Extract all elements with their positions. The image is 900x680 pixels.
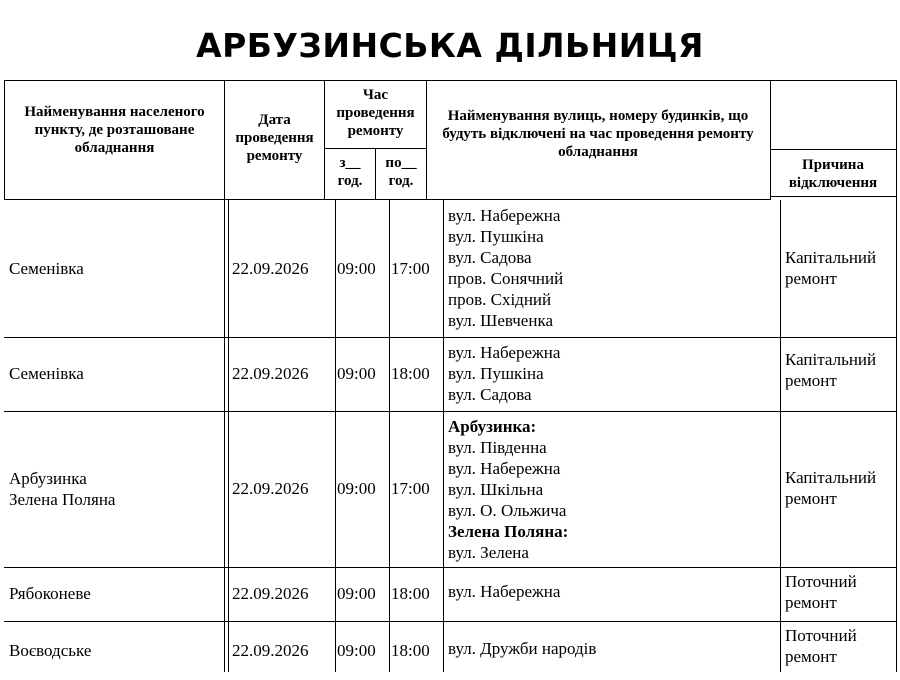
reason-cell bbox=[785, 625, 894, 679]
header-from: з__ год. bbox=[337, 155, 363, 189]
date-cell: 22.09.2026 bbox=[232, 584, 309, 603]
header-streets: Найменування вулиць, номеру будинків, що будуть відключені на час проведення ремонту обладнання bbox=[442, 108, 754, 160]
street-item: вул. Пушкіна bbox=[448, 364, 544, 383]
reason-line: Поточний bbox=[785, 572, 857, 591]
date-cell: 22.09.2026 bbox=[232, 364, 309, 383]
streets-settlement-heading: Зелена Поляна: bbox=[448, 522, 569, 541]
reason-cell bbox=[785, 571, 894, 619]
time-to-cell: 18:00 bbox=[391, 364, 430, 383]
reason-line: ремонт bbox=[785, 269, 837, 288]
streets-cell bbox=[448, 205, 776, 336]
page-title: АРБУЗИНСЬКА ДІЛЬНИЦЯ bbox=[196, 26, 704, 65]
street-item: пров. Східний bbox=[448, 290, 552, 309]
settlement-cell bbox=[9, 337, 222, 410]
time-to-cell: 18:00 bbox=[391, 584, 430, 603]
header-settlement: Найменування населеного пункту, де розташоване обладнання bbox=[24, 104, 205, 156]
time-from-cell: 09:00 bbox=[337, 641, 376, 660]
reason-line: ремонт bbox=[785, 489, 837, 508]
date-cell: 22.09.2026 bbox=[232, 479, 309, 498]
reason-line: ремонт bbox=[785, 371, 837, 390]
settlement-line: Воєводське bbox=[9, 641, 92, 660]
header-to: по__ год. bbox=[385, 155, 417, 189]
settlement-text bbox=[9, 363, 84, 384]
settlement-cell bbox=[9, 411, 222, 566]
street-item: вул. Шкільна bbox=[448, 480, 544, 499]
street-item: вул. Пушкіна bbox=[448, 227, 544, 246]
street-item: вул. Зелена bbox=[448, 543, 529, 562]
streets-settlement-heading: Арбузинка: bbox=[448, 417, 537, 436]
time-from-cell: 09:00 bbox=[337, 584, 376, 603]
settlement-line: Семенівка bbox=[9, 258, 84, 278]
reason-line: ремонт bbox=[785, 647, 837, 666]
streets-cell bbox=[448, 621, 776, 675]
settlement-line: Рябоконеве bbox=[9, 584, 91, 603]
street-item: вул. Садова bbox=[448, 248, 532, 267]
street-item: вул. Південна bbox=[448, 438, 547, 457]
streets-cell bbox=[448, 416, 776, 566]
settlement-text bbox=[9, 468, 115, 510]
street-item: вул. Набережна bbox=[448, 206, 561, 225]
reason-line: ремонт bbox=[785, 593, 837, 612]
date-cell: 22.09.2026 bbox=[232, 641, 309, 660]
time-to-cell: 17:00 bbox=[391, 479, 430, 498]
date-cell: 22.09.2026 bbox=[232, 258, 309, 278]
street-item: вул. Набережна bbox=[448, 343, 561, 362]
settlement-text bbox=[9, 258, 84, 279]
header-reason: Причина відключення bbox=[788, 157, 878, 191]
settlement-text bbox=[9, 583, 91, 604]
header-date: Дата проведення ремонту bbox=[235, 112, 314, 164]
streets-cell bbox=[448, 342, 776, 410]
settlement-text bbox=[9, 640, 91, 661]
street-item: пров. Сонячний bbox=[448, 269, 564, 288]
time-from-cell: 09:00 bbox=[337, 479, 376, 498]
street-item: вул. Набережна bbox=[448, 581, 561, 601]
street-item: вул. Садова bbox=[448, 385, 532, 404]
header-time: Час проведення ремонту bbox=[336, 87, 415, 139]
reason-line: Капітальний bbox=[785, 248, 877, 267]
streets-cell bbox=[448, 567, 776, 615]
street-item: вул. Дружби народів bbox=[448, 638, 597, 658]
settlement-cell bbox=[9, 621, 222, 680]
settlement-cell bbox=[9, 200, 222, 336]
reason-line: Поточний bbox=[785, 626, 857, 645]
settlement-line: Арбузинка bbox=[9, 468, 87, 488]
settlement-cell bbox=[9, 567, 222, 620]
street-item: вул. Набережна bbox=[448, 459, 561, 478]
time-to-cell: 17:00 bbox=[391, 258, 430, 278]
reason-cell bbox=[785, 349, 894, 417]
street-item: вул. О. Ольжича bbox=[448, 501, 567, 520]
time-to-cell: 18:00 bbox=[391, 641, 430, 660]
settlement-line: Зелена Поляна bbox=[9, 489, 116, 509]
reason-line: Капітальний bbox=[785, 350, 877, 369]
reason-line: Капітальний bbox=[785, 468, 877, 487]
street-item: вул. Шевченка bbox=[448, 311, 553, 330]
time-from-cell: 09:00 bbox=[337, 364, 376, 383]
settlement-line: Семенівка bbox=[9, 364, 84, 383]
time-from-cell: 09:00 bbox=[337, 258, 376, 278]
